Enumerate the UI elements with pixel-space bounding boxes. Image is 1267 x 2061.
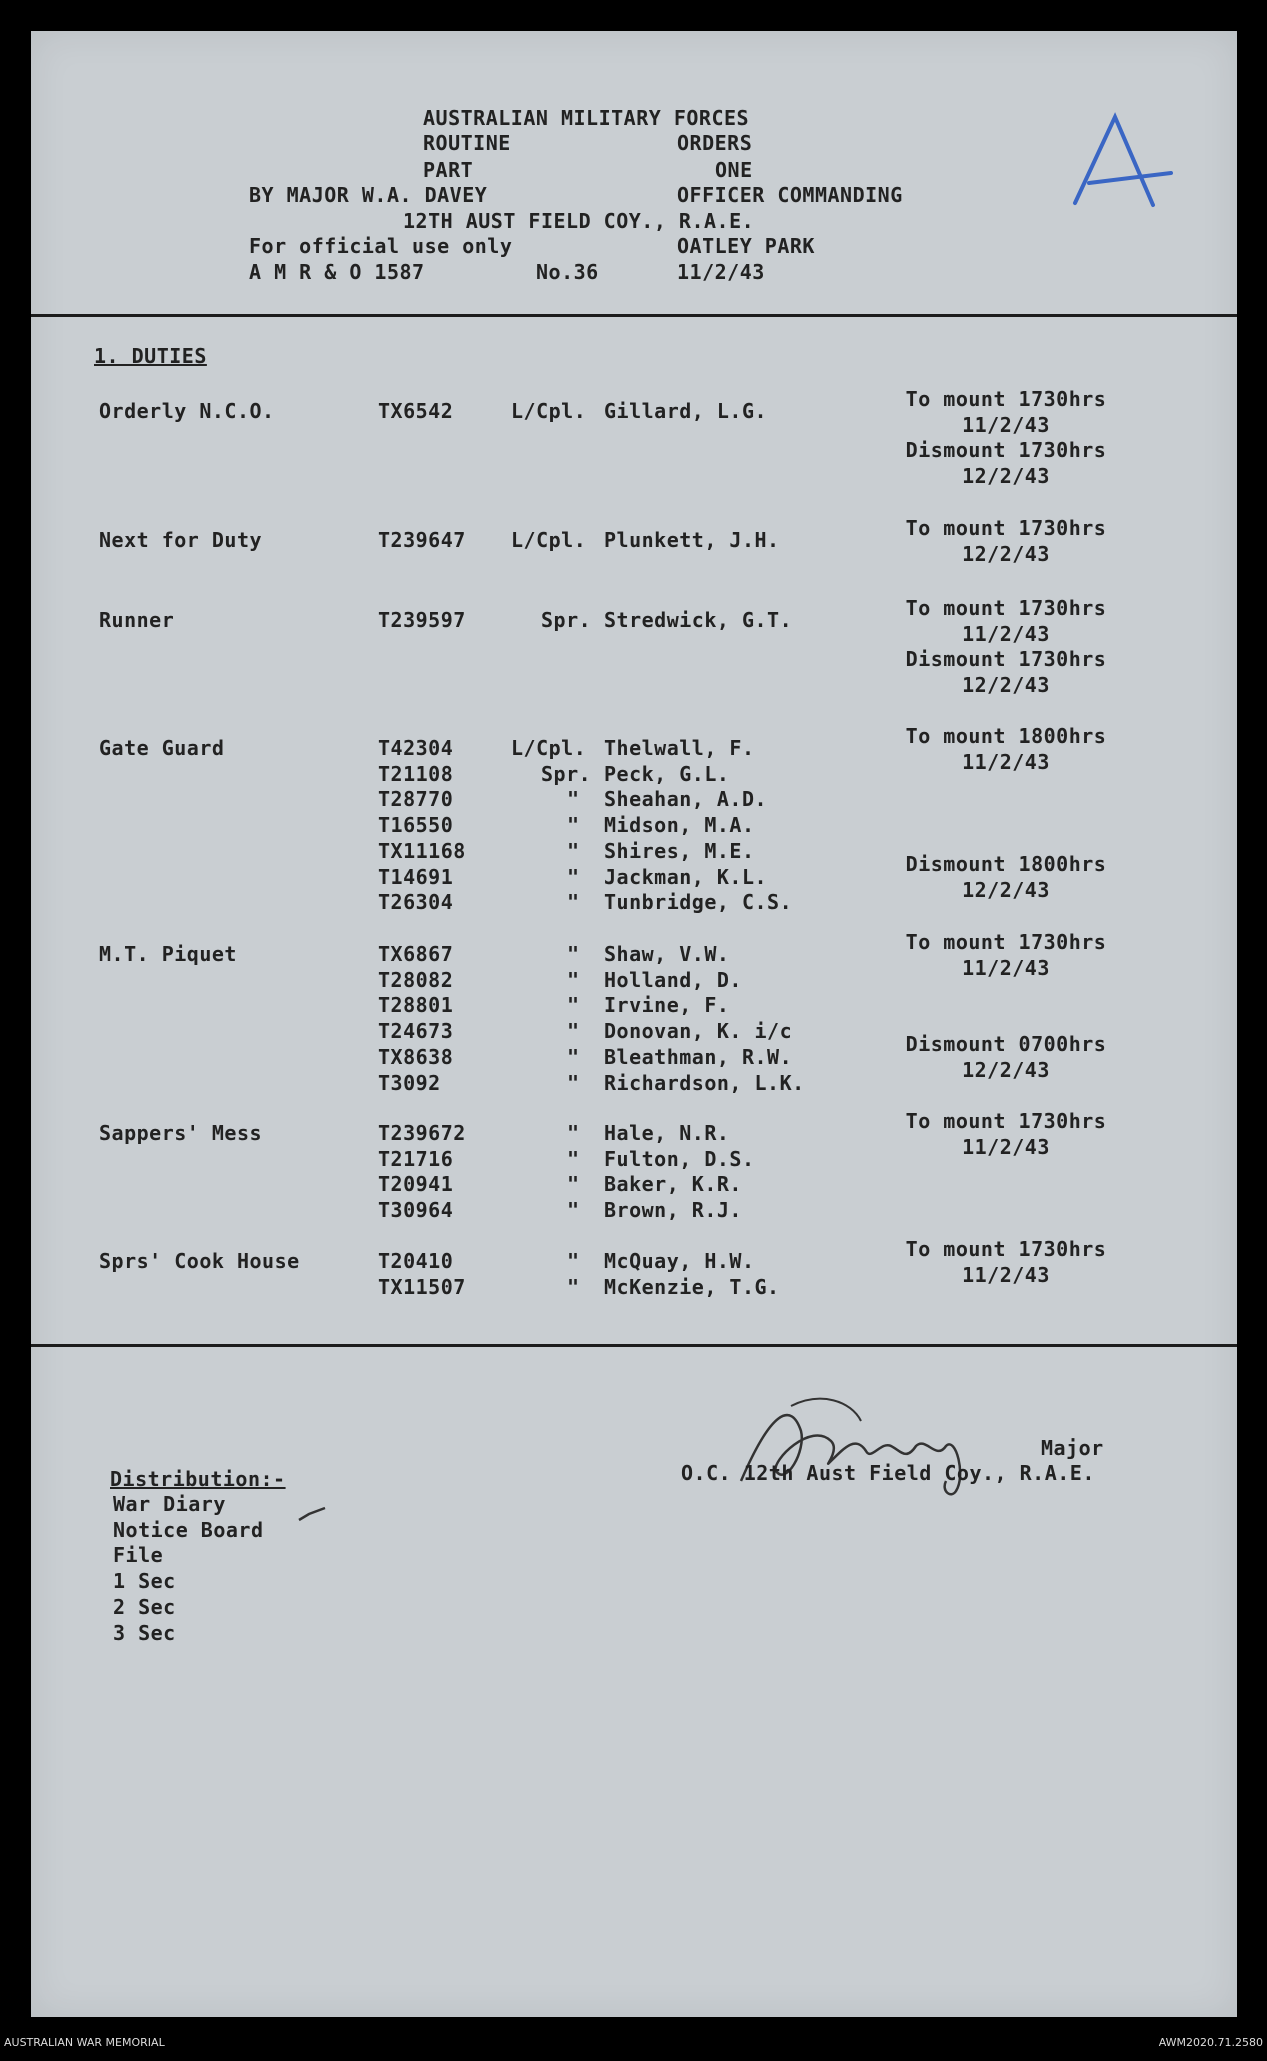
service-number: T26304 [378,890,454,915]
section-title: 1. DUTIES [94,344,207,368]
distribution-title: Distribution:- [110,1467,286,1491]
header-routine: ROUTINE [423,131,511,155]
duty-time: Dismount 1730hrs [905,438,1107,463]
duty-time: 12/2/43 [962,1057,1050,1082]
duty-time: To mount 1730hrs [905,1237,1107,1261]
rank: L/Cpl. [511,399,587,423]
service-number: T30964 [378,1198,454,1223]
soldier-name: Gillard, L.G. [604,399,768,423]
service-number: TX11507 [378,1274,466,1299]
rank: " [567,890,580,915]
signature-rank: Major [1041,1436,1104,1460]
duty-time: 11/2/43 [962,621,1050,646]
header-officer: OFFICER COMMANDING [677,183,903,207]
rank: " [567,1198,580,1223]
service-number: TX11168 [378,838,466,863]
duty-label: Next for Duty [99,528,263,552]
rank: " [567,1172,580,1197]
header-by: BY MAJOR W.A. DAVEY [249,183,488,207]
header-official: For official use only [249,234,513,258]
duty-time: To mount 1730hrs [905,596,1107,620]
header-date: 11/2/43 [677,260,765,284]
signature-title: O.C. 12th Aust Field Coy., R.A.E. [681,1461,1095,1485]
duty-time: To mount 1730hrs [905,930,1107,954]
duty-time: 11/2/43 [962,749,1050,774]
soldier-name: Shires, M.E. [604,838,755,863]
service-number: T28801 [378,993,454,1018]
service-number: T14691 [378,864,454,889]
distribution-item: 1 Sec [113,1569,176,1594]
rank: " [567,967,580,992]
header-amr: A M R & O 1587 [249,260,425,284]
rank: Spr. [541,761,592,786]
duty-time: 11/2/43 [962,1262,1050,1287]
service-number: T20941 [378,1172,454,1197]
header-number: No.36 [536,260,599,284]
rank: " [567,838,580,863]
service-number: T24673 [378,1019,454,1044]
duty-time: 12/2/43 [962,464,1050,489]
service-number: TX8638 [378,1044,454,1069]
soldier-name: Sheahan, A.D. [604,787,768,812]
soldier-name: Richardson, L.K. [604,1070,805,1095]
service-number: T3092 [378,1070,441,1095]
soldier-name: Stredwick, G.T. [604,608,793,632]
soldier-name: Shaw, V.W. [604,942,730,966]
duty-time: To mount 1800hrs [905,724,1107,748]
soldier-name: Jackman, K.L. [604,864,768,889]
rank: L/Cpl. [511,736,587,760]
header-line1: AUSTRALIAN MILITARY FORCES [423,106,750,130]
service-number: T16550 [378,813,454,838]
duty-time: 12/2/43 [962,541,1050,566]
service-number: TX6542 [378,399,454,423]
rank: " [567,1274,580,1299]
service-number: TX6867 [378,942,454,966]
rank: " [567,1070,580,1095]
header-part: PART [423,158,474,182]
header-orders: ORDERS [677,131,753,155]
header-one: ONE [715,158,753,182]
header-rule [31,314,1237,317]
service-number: T28082 [378,967,454,992]
soldier-name: Baker, K.R. [604,1172,742,1197]
duty-label: Orderly N.C.O. [99,399,275,423]
service-number: T21716 [378,1146,454,1171]
duty-time: To mount 1730hrs [905,1109,1107,1133]
soldier-name: Plunkett, J.H. [604,528,780,552]
footer-rule [31,1344,1237,1347]
duty-label: Sprs' Cook House [99,1249,300,1273]
distribution-item: File [113,1543,164,1568]
signature-image [731,1391,991,1505]
soldier-name: Holland, D. [604,967,742,992]
duty-label: Gate Guard [99,736,225,760]
duty-time: 11/2/43 [962,955,1050,980]
rank: " [567,942,580,966]
distribution-item: War Diary [113,1492,226,1516]
service-number: T28770 [378,787,454,812]
soldier-name: Brown, R.J. [604,1198,742,1223]
service-number: T21108 [378,761,454,786]
service-number: T239647 [378,528,466,552]
duty-time: Dismount 1730hrs [905,647,1107,672]
header-unit: 12TH AUST FIELD COY., R.A.E. [403,209,755,233]
distribution-item: 3 Sec [113,1620,176,1645]
distribution-item: Notice Board [113,1517,264,1542]
rank: " [567,1249,580,1273]
duty-time: Dismount 1800hrs [905,852,1107,876]
soldier-name: Peck, G.L. [604,761,730,786]
soldier-name: McQuay, H.W. [604,1249,755,1273]
rank: Spr. [541,608,592,632]
duty-time: 12/2/43 [962,877,1050,902]
soldier-name: Hale, N.R. [604,1121,730,1145]
soldier-name: Bleathman, R.W. [604,1044,793,1069]
document-page [31,31,1237,2017]
duty-time: Dismount 0700hrs [905,1032,1107,1056]
duty-time: 11/2/43 [962,412,1050,437]
soldier-name: McKenzie, T.G. [604,1274,780,1299]
pencil-mark-A [1067,111,1177,215]
service-number: T20410 [378,1249,454,1273]
duty-time: To mount 1730hrs [905,516,1107,540]
rank: " [567,1146,580,1171]
service-number: T239597 [378,608,466,632]
rank: L/Cpl. [511,528,587,552]
service-number: T239672 [378,1121,466,1145]
duty-label: Runner [99,608,175,632]
duty-label: Sappers' Mess [99,1121,263,1145]
tick-mark [297,1506,327,1530]
duty-label: M.T. Piquet [99,942,237,966]
service-number: T42304 [378,736,454,760]
rank: " [567,1019,580,1044]
soldier-name: Tunbridge, C.S. [604,890,793,915]
header-location: OATLEY PARK [677,234,815,258]
duty-time: 11/2/43 [962,1134,1050,1159]
duty-time: To mount 1730hrs [905,387,1107,411]
soldier-name: Donovan, K. i/c [604,1019,793,1044]
distribution-item: 2 Sec [113,1594,176,1619]
rank: " [567,864,580,889]
soldier-name: Thelwall, F. [604,736,755,760]
rank: " [567,787,580,812]
rank: " [567,993,580,1018]
footer-right: AWM2020.71.2580 [1158,2036,1263,2049]
soldier-name: Irvine, F. [604,993,730,1018]
soldier-name: Fulton, D.S. [604,1146,755,1171]
rank: " [567,813,580,838]
duty-time: 12/2/43 [962,673,1050,698]
rank: " [567,1044,580,1069]
rank: " [567,1121,580,1145]
soldier-name: Midson, M.A. [604,813,755,838]
footer-left: AUSTRALIAN WAR MEMORIAL [4,2036,165,2049]
